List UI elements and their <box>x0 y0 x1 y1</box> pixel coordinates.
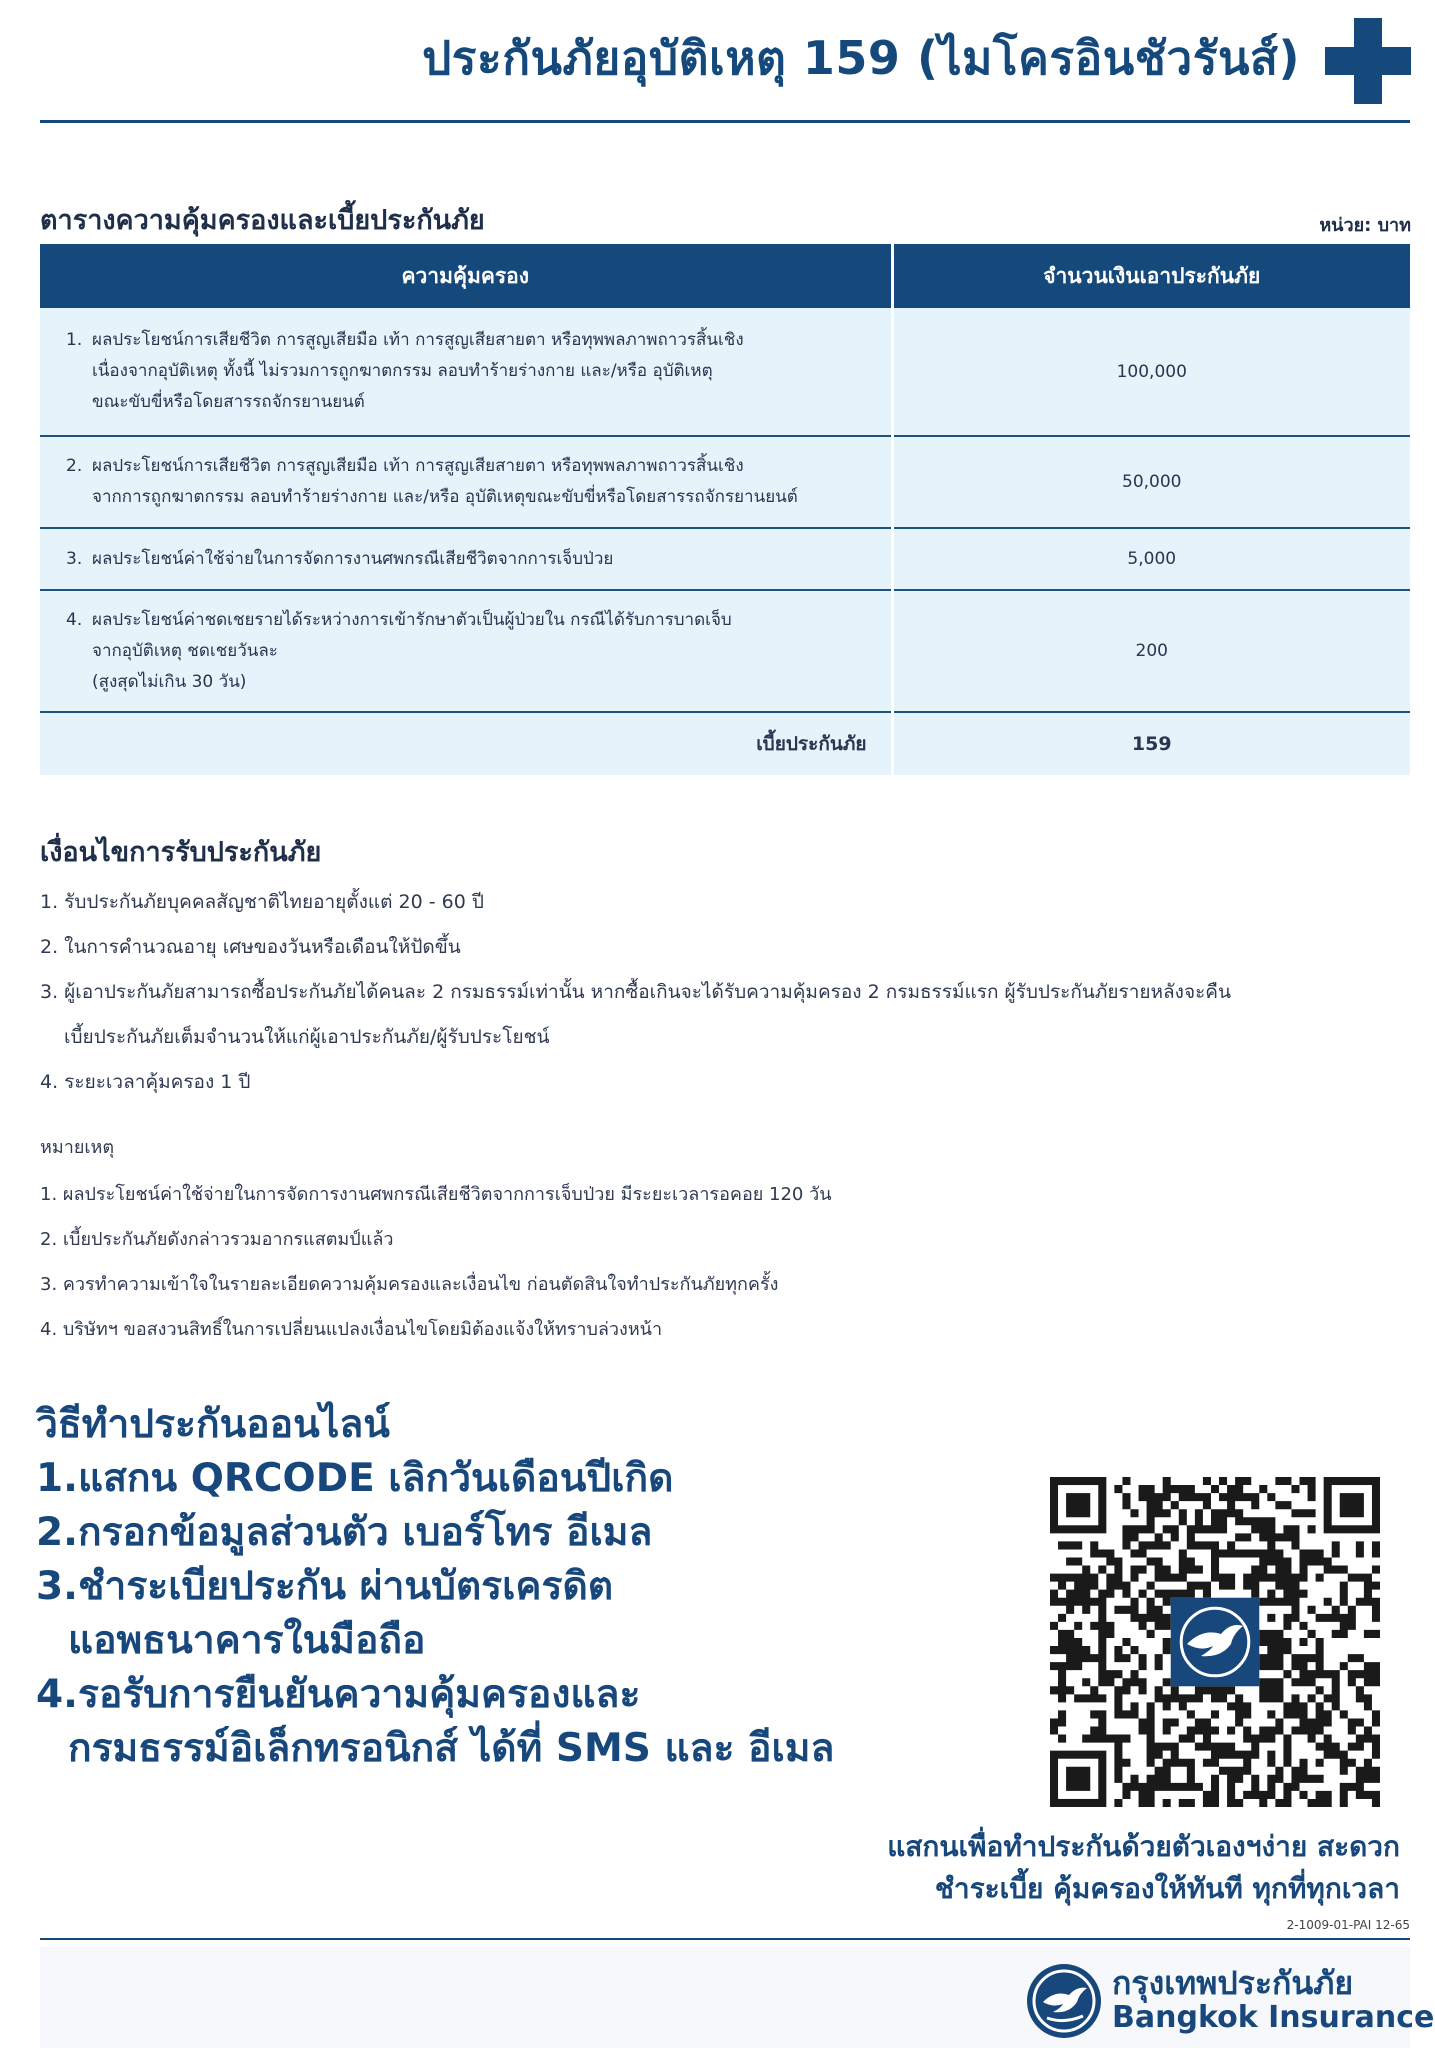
coverage-description <box>40 436 892 528</box>
header-divider <box>40 120 1410 123</box>
howto-section <box>36 1398 834 1776</box>
row-number: 4. <box>66 609 83 630</box>
description-line: ผลประโยชน์ค่าใช้จ่ายในการจัดการงานศพกรณีเสียชีวิตจากการเจ็บป่วย <box>92 548 614 569</box>
howto-step: 1.แสกน QRCODE เลิกวันเดือนปีเกิด <box>36 1456 674 1501</box>
description-line: จากอุบัติเหตุ ชดเชยวันละ <box>92 640 278 661</box>
qr-finder-pattern <box>1054 1481 1102 1529</box>
brand-name-thai: กรุงเทพประกันภัย <box>1112 1964 1354 2002</box>
description-line: จากการถูกฆาตกรรม ลอบทำร้ายร่างกาย และ/หรือ อุบัติเหตุขณะขับขี่หรือโดยสารรถจักรยานยนต์ <box>92 487 798 507</box>
description-line: ผลประโยชน์การเสียชีวิต การสูญเสียมือ เท้า การสูญเสียสายตา หรือทุพพลภาพถาวรสิ้นเชิง <box>92 456 744 476</box>
page-title: ประกันภัยอุบัติเหตุ 159 (ไมโครอินชัวรันส์) <box>422 31 1300 85</box>
howto-step: 2.กรอกข้อมูลส่วนตัว เบอร์โทร อีเมล <box>36 1510 653 1555</box>
bird-logo-icon <box>1025 1962 1103 2040</box>
description-line: เนื่องจากอุบัติเหตุ ทั้งนี้ ไม่รวมการถูกฆาตกรรม ลอบทำร้ายร่างกาย และ/หรือ อุบัติเหตุ <box>92 361 713 381</box>
howto-title: วิธีทำประกันออนไลน์ <box>36 1402 390 1447</box>
list-item: 1. ผลประโยชน์ค่าใช้จ่ายในการจัดการงานศพกรณีเสียชีวิตจากการเจ็บป่วย มีระยะเวลารอคอย 120 วัน <box>40 1184 832 1205</box>
list-item: 2. เบี้ยประกันภัยดังกล่าวรวมอากรแสตมป์แล้ว <box>40 1229 394 1250</box>
coverage-table <box>40 244 1410 775</box>
sum-insured-value: 100,000 <box>892 308 1410 436</box>
list-item: 4. ระยะเวลาคุ้มครอง 1 ปี <box>40 1071 251 1093</box>
tagline-line: ชำระเบี้ย คุ้มครองให้ทันที ทุกที่ทุกเวลา <box>934 1872 1400 1905</box>
list-item: 2. ในการคำนวณอายุ เศษของวันหรือเดือนให้ปัดขึ้น <box>40 936 461 958</box>
table-row <box>40 436 1410 528</box>
table-row <box>40 590 1410 712</box>
medical-cross-icon <box>1325 18 1411 104</box>
table-row <box>40 528 1410 590</box>
notes-list <box>40 1172 1410 1352</box>
unit-label: หน่วย: บาท <box>1319 215 1411 236</box>
premium-label: เบี้ยประกันภัย <box>40 712 892 775</box>
howto-step: 3.ชำระเบียประกัน ผ่านบัตรเครดิต <box>36 1564 614 1609</box>
list-item: 4. บริษัทฯ ขอสงวนสิทธิ์ในการเปลี่ยนแปลงเงื่อนไขโดยมิต้องแจ้งให้ทราบล่วงหน้า <box>40 1319 663 1340</box>
howto-step-continuation: กรมธรรม์อิเล็กทรอนิกส์ ได้ที่ SMS และ อีเมล <box>68 1726 835 1771</box>
notes-title: หมายเหตุ <box>40 1137 115 1158</box>
description-line: (สูงสุดไม่เกิน 30 วัน) <box>92 671 247 692</box>
premium-value: 159 <box>892 712 1410 775</box>
howto-step-continuation: แอพธนาคารในมือถือ <box>68 1618 426 1663</box>
sum-insured-value: 200 <box>892 590 1410 712</box>
list-item: 3. ควรทำความเข้าใจในรายละเอียดความคุ้มครองและเงื่อนไข ก่อนตัดสินใจทำประกันภัยทุกครั้ง <box>40 1274 779 1295</box>
conditions-list <box>40 880 1410 1105</box>
row-number: 2. <box>66 456 83 476</box>
coverage-title: ตารางความคุ้มครองและเบี้ยประกันภัย <box>40 205 485 236</box>
coverage-description <box>40 590 892 712</box>
table-row <box>40 308 1410 436</box>
brand-name-english: Bangkok Insurance <box>1112 2000 1435 2035</box>
description-line: ผลประโยชน์ค่าชดเชยรายได้ระหว่างการเข้ารักษาตัวเป็นผู้ป่วยใน กรณีได้รับการบาดเจ็บ <box>92 609 732 630</box>
footer-divider <box>40 1938 1410 1940</box>
description-line: ขณะขับขี่หรือโดยสารรถจักรยานยนต์ <box>92 392 365 412</box>
column-header-coverage: ความคุ้มครอง <box>40 244 892 308</box>
row-number: 1. <box>66 330 83 350</box>
coverage-description <box>40 528 892 590</box>
coverage-description <box>40 308 892 436</box>
conditions-title: เงื่อนไขการรับประกันภัย <box>40 837 322 868</box>
premium-row <box>40 712 1410 775</box>
qr-code-icon[interactable] <box>1050 1477 1380 1807</box>
sum-insured-value: 50,000 <box>892 436 1410 528</box>
description-line: ผลประโยชน์การเสียชีวิต การสูญเสียมือ เท้า การสูญเสียสายตา หรือทุพพลภาพถาวรสิ้นเชิง <box>92 330 744 350</box>
column-header-sum-insured: จำนวนเงินเอาประกันภัย <box>892 244 1410 308</box>
row-number: 3. <box>66 548 83 569</box>
list-item: 3. ผู้เอาประกันภัยสามารถซื้อประกันภัยได้คนละ 2 กรมธรรม์เท่านั้น หากซื้อเกินจะได้รับความคุ้มครอง 2 กรมธรรม์แรก ผู้รับประกันภัยรายหลังจะคืน <box>40 981 1231 1003</box>
qr-finder-pattern <box>1328 1481 1376 1529</box>
document-code: 2-1009-01-PAI 12-65 <box>1286 1918 1410 1932</box>
tagline-line: แสกนเพื่อทำประกันด้วยตัวเองฯง่าย สะดวก <box>887 1830 1400 1863</box>
tagline <box>887 1826 1400 1910</box>
sum-insured-value: 5,000 <box>892 528 1410 590</box>
qr-finder-pattern <box>1054 1755 1102 1803</box>
list-item-continuation: เบี้ยประกันภัยเต็มจำนวนให้แก่ผู้เอาประกันภัย/ผู้รับประโยชน์ <box>64 1026 550 1048</box>
list-item: 1. รับประกันภัยบุคคลสัญชาติไทยอายุตั้งแต่ 20 - 60 ปี <box>40 891 484 913</box>
howto-step: 4.รอรับการยืนยันความคุ้มครองและ <box>36 1672 641 1717</box>
